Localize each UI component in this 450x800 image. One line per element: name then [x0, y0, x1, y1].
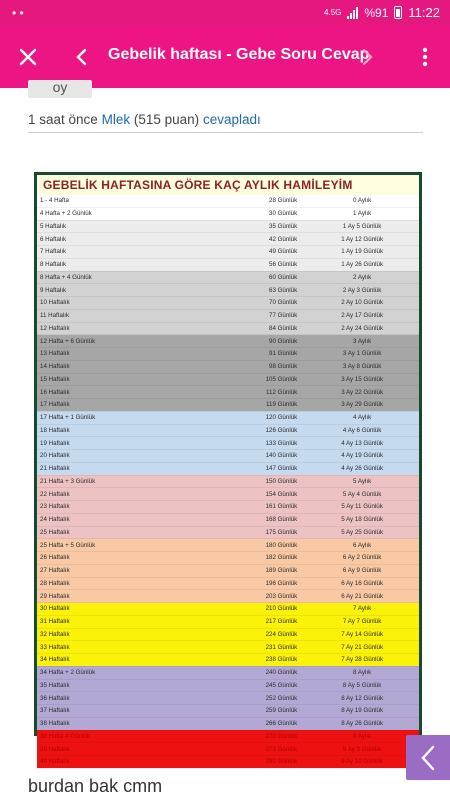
forward-button[interactable]	[354, 26, 382, 88]
table-row	[37, 577, 419, 590]
week-cell: 10 Haftalık	[37, 297, 205, 310]
table-row	[37, 297, 419, 310]
days-cell: 140 Günlük	[205, 450, 305, 463]
days-cell: 150 Günlük	[205, 475, 305, 488]
table-row	[37, 335, 419, 348]
week-cell: 37 Haftalık	[37, 705, 205, 718]
days-cell: 147 Günlük	[205, 462, 305, 475]
table-row	[37, 450, 419, 463]
months-cell: 3 Ay 29 Günlük	[305, 399, 419, 412]
days-cell: 210 Günlük	[205, 603, 305, 616]
table-row	[37, 705, 419, 718]
table-row	[37, 348, 419, 361]
months-cell: 0 Aylık	[305, 195, 419, 207]
week-cell: 25 Haftalık	[37, 526, 205, 539]
table-row	[37, 615, 419, 628]
week-cell: 31 Haftalık	[37, 615, 205, 628]
days-cell: 133 Günlük	[205, 437, 305, 450]
months-cell: 5 Ay 18 Günlük	[305, 513, 419, 526]
months-cell: 7 Ay 21 Günlük	[305, 641, 419, 654]
days-cell: 168 Günlük	[205, 513, 305, 526]
months-cell: 5 Aylık	[305, 475, 419, 488]
week-cell: 9 Haftalık	[37, 284, 205, 297]
days-cell: 266 Günlük	[205, 717, 305, 730]
months-cell: 3 Ay 15 Günlük	[305, 373, 419, 386]
days-cell: 126 Günlük	[205, 424, 305, 437]
table-row	[37, 322, 419, 335]
week-cell: 22 Haftalık	[37, 488, 205, 501]
vote-button[interactable]: oy	[28, 80, 92, 98]
week-cell: 8 Hafta + 4 Günlük	[37, 271, 205, 284]
days-cell: 203 Günlük	[205, 590, 305, 603]
months-cell: 8 Ay 12 Günlük	[305, 692, 419, 705]
answer-user-link[interactable]: Mlek	[101, 112, 131, 127]
week-cell: 12 Haftalık	[37, 322, 205, 335]
days-cell: 30 Günlük	[205, 207, 305, 220]
days-cell: 245 Günlük	[205, 679, 305, 692]
table-row	[37, 730, 419, 743]
close-icon	[19, 48, 37, 66]
week-cell: 20 Haftalık	[37, 450, 205, 463]
days-cell: 35 Günlük	[205, 220, 305, 233]
week-cell: 30 Haftalık	[37, 603, 205, 616]
table-row	[37, 411, 419, 424]
months-cell: 4 Aylık	[305, 411, 419, 424]
days-cell: 240 Günlük	[205, 666, 305, 679]
table-row	[37, 756, 419, 769]
table-row	[37, 539, 419, 552]
table-row	[37, 513, 419, 526]
week-cell: 28 Haftalık	[37, 577, 205, 590]
months-cell: 9 Ay 10 Günlük	[305, 756, 419, 769]
months-cell: 4 Ay 6 Günlük	[305, 424, 419, 437]
days-cell: 238 Günlük	[205, 654, 305, 667]
table-row	[37, 258, 419, 271]
months-cell: 2 Aylık	[305, 271, 419, 284]
back-button[interactable]	[66, 26, 96, 88]
week-cell: 16 Haftalık	[37, 386, 205, 399]
table-row	[37, 475, 419, 488]
week-cell: 34 Hafta + 2 Günlük	[37, 666, 205, 679]
days-cell: 56 Günlük	[205, 258, 305, 271]
signal-icon	[347, 7, 358, 19]
months-cell: 4 Ay 13 Günlük	[305, 437, 419, 450]
week-cell: 25 Hafta + 5 Günlük	[37, 539, 205, 552]
network-type: 4.5G	[324, 8, 342, 17]
months-cell: 3 Aylık	[305, 335, 419, 348]
table-row	[37, 284, 419, 297]
days-cell: 252 Günlük	[205, 692, 305, 705]
pregnancy-table	[37, 195, 419, 769]
week-cell: 33 Haftalık	[37, 641, 205, 654]
table-row	[37, 424, 419, 437]
answer-action: cevapladı	[202, 112, 261, 127]
days-cell: 196 Günlük	[205, 577, 305, 590]
months-cell: 1 Ay 19 Günlük	[305, 246, 419, 259]
answer-text: burdan bak cmm	[28, 776, 163, 796]
months-cell: 3 Ay 22 Günlük	[305, 386, 419, 399]
table-row	[37, 603, 419, 616]
months-cell: 2 Ay 24 Günlük	[305, 322, 419, 335]
months-cell: 5 Ay 25 Günlük	[305, 526, 419, 539]
table-row	[37, 654, 419, 667]
week-cell: 5 Haftalık	[37, 220, 205, 233]
months-cell: 6 Ay 16 Günlük	[305, 577, 419, 590]
close-button[interactable]	[10, 26, 46, 88]
months-cell: 6 Ay 9 Günlük	[305, 564, 419, 577]
days-cell: 231 Günlük	[205, 641, 305, 654]
table-row	[37, 666, 419, 679]
months-cell: 3 Ay 8 Günlük	[305, 360, 419, 373]
week-cell: 40 Haftalık	[37, 756, 205, 769]
table-row	[37, 271, 419, 284]
week-cell: 32 Haftalık	[37, 628, 205, 641]
week-cell: 21 Haftalık	[37, 462, 205, 475]
week-cell: 17 Haftalık	[37, 399, 205, 412]
days-cell: 42 Günlük	[205, 233, 305, 246]
more-menu-button[interactable]	[412, 26, 438, 88]
days-cell: 63 Günlük	[205, 284, 305, 297]
notification-dots: • •	[12, 6, 24, 20]
week-cell: 24 Haftalık	[37, 513, 205, 526]
days-cell: 49 Günlük	[205, 246, 305, 259]
table-row	[37, 360, 419, 373]
week-cell: 27 Haftalık	[37, 564, 205, 577]
week-cell: 35 Haftalık	[37, 679, 205, 692]
week-cell: 23 Haftalık	[37, 501, 205, 514]
days-cell: 112 Günlük	[205, 386, 305, 399]
table-row	[37, 717, 419, 730]
days-cell: 77 Günlük	[205, 309, 305, 322]
months-cell: 8 Ay 26 Günlük	[305, 717, 419, 730]
app-bar	[0, 26, 450, 88]
table-row	[37, 564, 419, 577]
table-row	[37, 207, 419, 220]
days-cell: 224 Günlük	[205, 628, 305, 641]
days-cell: 105 Günlük	[205, 373, 305, 386]
week-cell: 17 Hafta + 1 Günlük	[37, 411, 205, 424]
answer-points: (515 puan)	[133, 112, 200, 127]
days-cell: 161 Günlük	[205, 501, 305, 514]
months-cell: 5 Ay 4 Günlük	[305, 488, 419, 501]
table-row	[37, 462, 419, 475]
months-cell: 9 Aylık	[305, 730, 419, 743]
days-cell: 280 Günlük	[205, 756, 305, 769]
days-cell: 154 Günlük	[205, 488, 305, 501]
months-cell: 6 Ay 21 Günlük	[305, 590, 419, 603]
table-row	[37, 195, 419, 207]
table-row	[37, 220, 419, 233]
answer-content[interactable]	[0, 79, 450, 800]
clock: 11:22	[408, 5, 440, 20]
week-cell: 11 Haftalık	[37, 309, 205, 322]
days-cell: 259 Günlük	[205, 705, 305, 718]
table-row	[37, 246, 419, 259]
chevron-left-icon	[75, 48, 87, 66]
table-row	[37, 399, 419, 412]
months-cell: 7 Aylık	[305, 603, 419, 616]
week-cell: 8 Haftalık	[37, 258, 205, 271]
table-row	[37, 628, 419, 641]
week-cell: 36 Haftalık	[37, 692, 205, 705]
months-cell: 8 Ay 19 Günlük	[305, 705, 419, 718]
table-row	[37, 526, 419, 539]
side-drawer-tab[interactable]	[406, 735, 450, 780]
days-cell: 90 Günlük	[205, 335, 305, 348]
answer-time: 1 saat önce	[28, 112, 98, 127]
chevron-left-icon	[421, 745, 435, 771]
months-cell: 7 Ay 28 Günlük	[305, 654, 419, 667]
months-cell: 2 Ay 3 Günlük	[305, 284, 419, 297]
week-cell: 39 Haftalık	[37, 743, 205, 756]
table-row	[37, 373, 419, 386]
battery-icon	[394, 6, 402, 19]
table-row	[37, 590, 419, 603]
months-cell: 2 Ay 10 Günlük	[305, 297, 419, 310]
chevron-right-icon	[362, 48, 374, 66]
months-cell: 7 Ay 7 Günlük	[305, 615, 419, 628]
battery-percent: %91	[364, 5, 389, 20]
week-cell: 12 Hafta + 6 Günlük	[37, 335, 205, 348]
months-cell: 2 Ay 17 Günlük	[305, 309, 419, 322]
days-cell: 180 Günlük	[205, 539, 305, 552]
week-cell: 4 Hafta + 2 Günlük	[37, 207, 205, 220]
days-cell: 273 Günlük	[205, 743, 305, 756]
days-cell: 70 Günlük	[205, 297, 305, 310]
week-cell: 21 Hafta + 3 Günlük	[37, 475, 205, 488]
week-cell: 13 Haftalık	[37, 348, 205, 361]
more-vert-icon	[422, 47, 428, 67]
months-cell: 7 Ay 14 Günlük	[305, 628, 419, 641]
days-cell: 182 Günlük	[205, 552, 305, 565]
week-cell: 1 - 4 Hafta	[37, 195, 205, 207]
months-cell: 1 Aylık	[305, 207, 419, 220]
days-cell: 98 Günlük	[205, 360, 305, 373]
months-cell: 3 Ay 1 Günlük	[305, 348, 419, 361]
week-cell: 15 Haftalık	[37, 373, 205, 386]
months-cell: 8 Aylık	[305, 666, 419, 679]
months-cell: 1 Ay 5 Günlük	[305, 220, 419, 233]
week-cell: 34 Haftalık	[37, 654, 205, 667]
week-cell: 18 Haftalık	[37, 424, 205, 437]
days-cell: 217 Günlük	[205, 615, 305, 628]
days-cell: 270 Günlük	[205, 730, 305, 743]
answer-meta	[28, 112, 261, 127]
table-row	[37, 233, 419, 246]
table-row	[37, 309, 419, 322]
days-cell: 189 Günlük	[205, 564, 305, 577]
table-row	[37, 692, 419, 705]
days-cell: 91 Günlük	[205, 348, 305, 361]
days-cell: 119 Günlük	[205, 399, 305, 412]
months-cell: 1 Ay 12 Günlük	[305, 233, 419, 246]
week-cell: 14 Haftalık	[37, 360, 205, 373]
months-cell: 5 Ay 11 Günlük	[305, 501, 419, 514]
table-row	[37, 488, 419, 501]
week-cell: 26 Haftalık	[37, 552, 205, 565]
week-cell: 19 Haftalık	[37, 437, 205, 450]
months-cell: 6 Aylık	[305, 539, 419, 552]
days-cell: 28 Günlük	[205, 195, 305, 207]
days-cell: 84 Günlük	[205, 322, 305, 335]
chart-title: GEBELİK HAFTASINA GÖRE KAÇ AYLIK HAMİLEYİM	[37, 175, 419, 195]
page-title: Gebelik haftası - Gebe Soru Cevap	[108, 46, 370, 63]
months-cell: 4 Ay 26 Günlük	[305, 462, 419, 475]
table-row	[37, 437, 419, 450]
divider	[28, 132, 423, 133]
week-cell: 7 Haftalık	[37, 246, 205, 259]
week-cell: 38 Hafta 4 Günlük	[37, 730, 205, 743]
table-row	[37, 386, 419, 399]
table-row	[37, 641, 419, 654]
week-cell: 29 Haftalık	[37, 590, 205, 603]
table-row	[37, 501, 419, 514]
days-cell: 60 Günlük	[205, 271, 305, 284]
table-row	[37, 743, 419, 756]
days-cell: 120 Günlük	[205, 411, 305, 424]
months-cell: 1 Ay 26 Günlük	[305, 258, 419, 271]
months-cell: 9 Ay 3 Günlük	[305, 743, 419, 756]
status-bar	[0, 0, 450, 26]
table-row	[37, 552, 419, 565]
week-cell: 6 Haftalık	[37, 233, 205, 246]
table-row	[37, 679, 419, 692]
months-cell: 6 Ay 2 Günlük	[305, 552, 419, 565]
week-cell: 38 Haftalık	[37, 717, 205, 730]
pregnancy-chart-image	[34, 172, 422, 766]
months-cell: 4 Ay 19 Günlük	[305, 450, 419, 463]
months-cell: 8 Ay 5 Günlük	[305, 679, 419, 692]
days-cell: 175 Günlük	[205, 526, 305, 539]
